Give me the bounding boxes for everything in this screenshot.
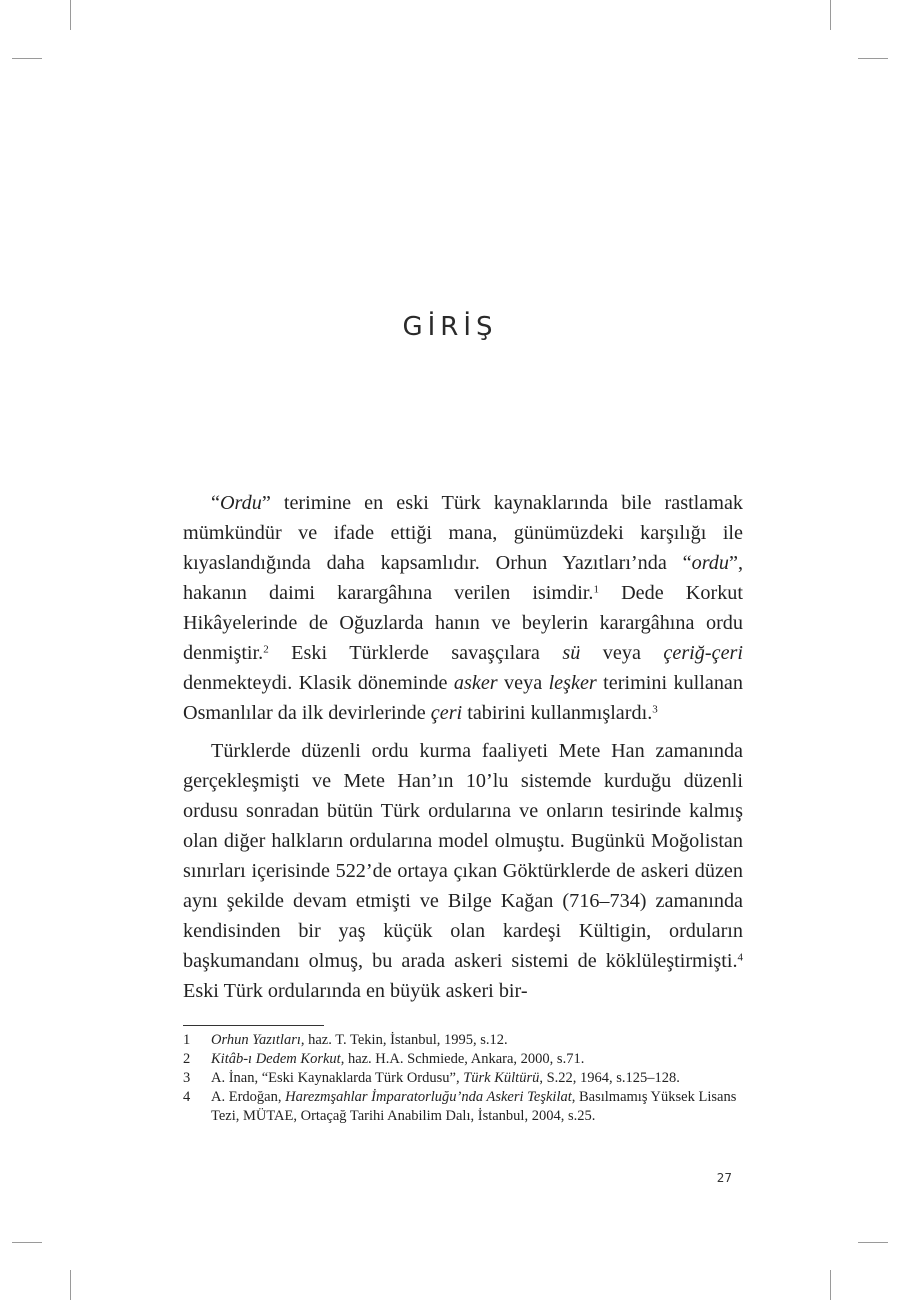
italic-term: çeriğ-çeri [663, 642, 743, 664]
footnote-text [211, 1088, 743, 1126]
italic-term: Ordu [219, 492, 262, 514]
footnote [183, 1069, 743, 1088]
text-run: Dede Korkut Hikâyelerinde de Oğuzlarda hanın ve beylerin karargâhına ordu denmiştir. [183, 582, 743, 664]
footnote-text [211, 1069, 743, 1088]
footnotes [183, 1031, 743, 1126]
italic-term: çeri [430, 702, 463, 724]
italic-term: Kitâb-ı Dedem Korkut [211, 1051, 341, 1067]
text-run: terimini kullanan Osmanlılar da ilk devirlerinde [183, 672, 743, 724]
footnote-text [211, 1031, 743, 1050]
text-run: Eski Türklerde savaşçılara [268, 642, 563, 664]
chapter-title: GİRİŞ [402, 312, 498, 342]
italic-term: Türk Kültürü [463, 1070, 540, 1086]
footnote-ref: 4 [737, 951, 743, 964]
text-run: ” terimine en eski Türk kaynaklarında bile rastlamak mümkündür ve ifade ettiği mana, günümüzdeki karşılığı ile kıyaslandığında daha kapsamlıdır. Orhun Yazıtları’nda “ [183, 492, 743, 574]
crop-mark [830, 1270, 831, 1300]
text-run: , haz. H.A. Schmiede, Ankara, 2000, s.71. [340, 1051, 585, 1067]
italic-term: ordu [691, 552, 729, 574]
italic-term: Orhun Yazıtları [211, 1032, 301, 1048]
text-run: , haz. T. Tekin, İstanbul, 1995, s.12. [300, 1032, 508, 1048]
italic-term: leşker [548, 672, 597, 694]
text-run: veya [497, 672, 549, 694]
footnote-ref: 3 [652, 703, 658, 716]
text-run: “ [211, 492, 220, 514]
body-text [183, 488, 743, 1006]
italic-term: asker [453, 672, 498, 694]
footnote-number: 2 [183, 1051, 191, 1067]
text-run: tabirini kullanmışlardı. [462, 702, 653, 724]
text-run: denmekteydi. Klasik döneminde [183, 672, 454, 694]
text-run: , S.22, 1964, s.125–128. [539, 1070, 680, 1086]
footnote-number: 3 [183, 1070, 191, 1086]
crop-mark [70, 1270, 71, 1300]
crop-mark [12, 58, 42, 59]
crop-mark [12, 1242, 42, 1243]
paragraph [183, 488, 743, 728]
page-number: 27 [716, 1171, 732, 1185]
crop-mark [70, 0, 71, 30]
text-run: Eski Türk ordularında en büyük askeri bir- [183, 980, 528, 1002]
text-run: ”, hakanın daimi karargâhına verilen isimdir. [183, 552, 743, 604]
italic-term: Harezmşahlar İmparatorluğu’nda Askeri Teşkilat [285, 1089, 572, 1105]
footnote-ref: 1 [593, 583, 599, 596]
footnote-number: 1 [183, 1032, 191, 1048]
footnote-separator [183, 1025, 324, 1026]
italic-term: sü [562, 642, 581, 664]
text-run: veya [580, 642, 664, 664]
footnote [183, 1050, 743, 1069]
crop-mark [858, 1242, 888, 1243]
crop-mark [858, 58, 888, 59]
footnote-text [211, 1050, 743, 1069]
footnote-number: 4 [183, 1089, 191, 1105]
text-run: , Basılmamış Yüksek Lisans Tezi, MÜTAE, Ortaçağ Tarihi Anabilim Dalı, İstanbul, 2004, s.25. [211, 1089, 737, 1124]
crop-mark [830, 0, 831, 30]
paragraph [183, 736, 743, 1006]
footnote-ref: 2 [263, 643, 269, 656]
text-run: A. Erdoğan, [211, 1089, 286, 1105]
footnote [183, 1088, 743, 1126]
footnote [183, 1031, 743, 1050]
text-run: Türklerde düzenli ordu kurma faaliyeti Mete Han zamanında gerçekleşmişti ve Mete Han’ın 10’lu sistemde kurduğu düzenli ordusu sonradan bütün Türk ordularına ve onların tesirinde kalmış olan diğer halkların ordularına model olmuştu. Bugünkü Moğolistan sınırları içerisinde 522’de ortaya çıkan Göktürklerde de askeri düzen aynı şekilde devam etmişti ve Bilge Kağan (716–734) zamanında kendisinden bir yaş küçük olan kardeşi Kültigin, orduların başkumandanı olmuş, bu arada askeri sistemi de köklüleştirmişti. [183, 740, 743, 972]
text-run: A. İnan, “Eski Kaynaklarda Türk Ordusu”, [211, 1070, 464, 1086]
